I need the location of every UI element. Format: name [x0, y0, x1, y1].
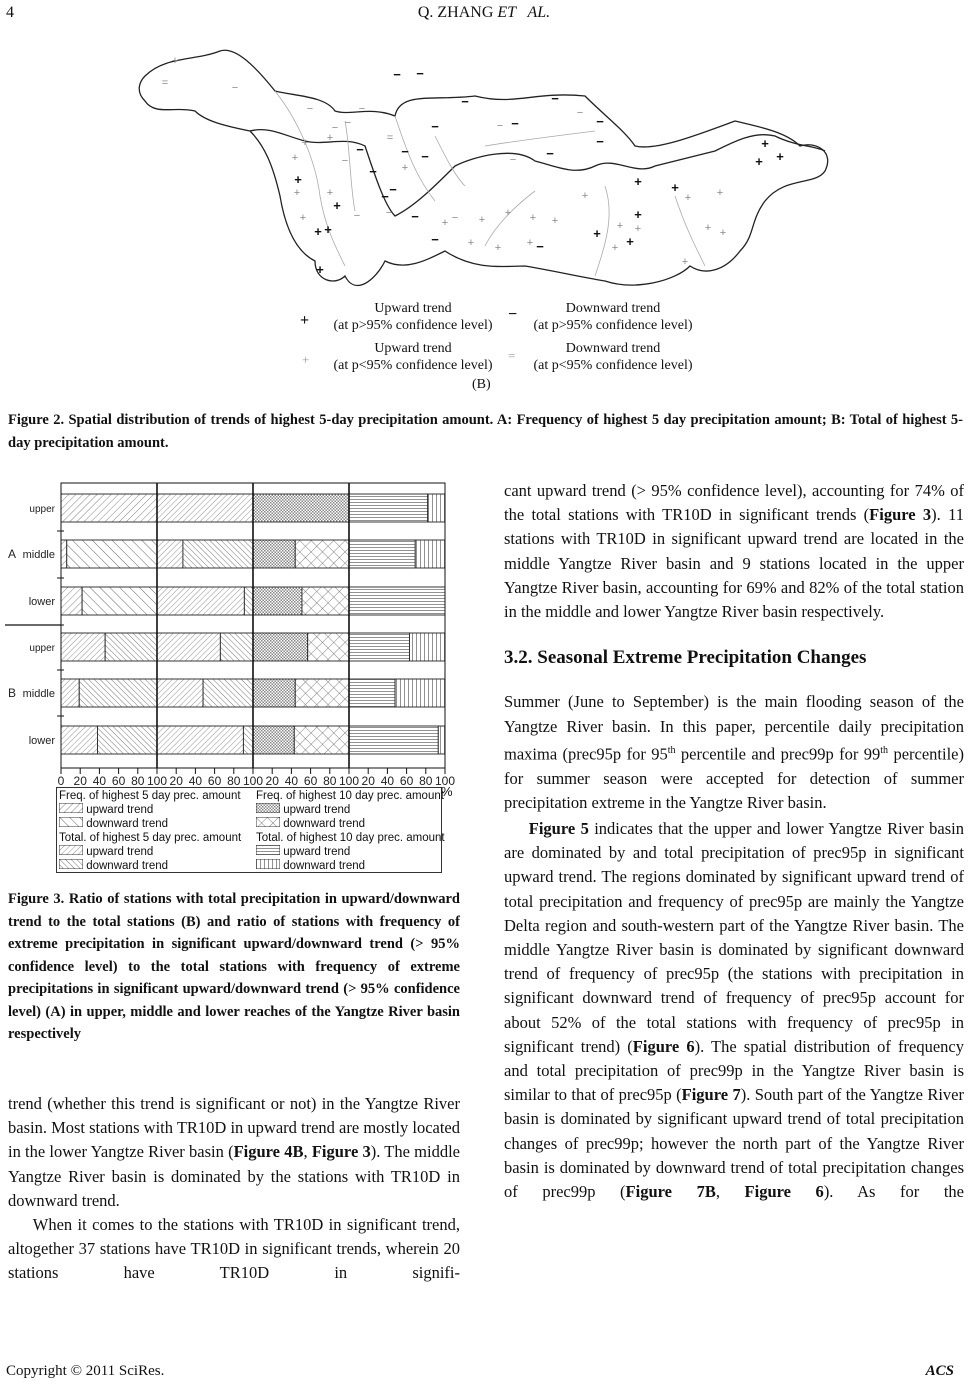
- bar-downward-B-middle: [203, 679, 253, 707]
- bar-upward-A-lower: [157, 587, 244, 615]
- downward-trend-marker: −: [511, 116, 519, 131]
- downward-trend-marker: −: [496, 120, 504, 132]
- legend-swatch-total10-up: [256, 845, 280, 855]
- downward-trend-marker: −: [306, 103, 314, 115]
- figure-ref[interactable]: Figure 7: [681, 1085, 741, 1105]
- figure-ref[interactable]: Figure 6: [744, 1181, 824, 1201]
- upward-trend-marker: +: [494, 242, 502, 254]
- right-column: [504, 479, 964, 1204]
- bar-upward-A-upper: [61, 494, 157, 522]
- upward-trend-marker: +: [324, 222, 332, 237]
- legend-title-total5: Total. of highest 5 day prec. amount: [59, 832, 242, 844]
- bar-downward-B-lower: [243, 726, 253, 754]
- bar-downward-B-lower: [97, 726, 157, 754]
- upward-trend-marker: +: [611, 242, 619, 254]
- downward-trend-marker: =: [161, 77, 169, 89]
- upward-trend-marker: +: [441, 217, 449, 229]
- downward-trend-marker: −: [596, 134, 604, 149]
- figure-ref[interactable]: Figure 6: [632, 1036, 695, 1056]
- bar-upward-A-middle: [61, 540, 67, 568]
- legend-label-up-sig: Upward trend (at p>95% confidence level): [333, 301, 493, 333]
- bar-downward-A-upper: [428, 494, 445, 522]
- figure-ref[interactable]: Figure 7B: [625, 1181, 716, 1201]
- upward-trend-marker: +: [326, 132, 334, 144]
- downward-trend-marker: −: [401, 144, 409, 159]
- paragraph: When it comes to the stations with TR10D in significant trend, altogether 37 stations have TR10D in significant trends, wherein 20 stations have TR10D in signifi-: [8, 1215, 460, 1283]
- legend-title-freq10: Freq. of highest 10 day prec. amount: [256, 790, 444, 802]
- downward-trend-marker: −: [389, 182, 397, 197]
- legend-item-freq5-down: downward trend: [59, 817, 168, 831]
- bar-downward-A-middle: [67, 540, 157, 568]
- x-tick-label: 40: [92, 774, 107, 788]
- upward-trend-marker: +: [634, 174, 642, 189]
- legend-item-total10-up: upward trend: [256, 845, 350, 859]
- bar-upward-A-lower: [349, 587, 445, 615]
- legend-symbol-up-sig: +: [300, 312, 310, 329]
- paragraph: Figure 5 indicates that the upper and lower Yangtze River basin are dominated by and total precipitation of prec95p in significant upward trend. The regions dominated by significant upward trend of total precipitation and frequency of prec95p are mainly the Yangtze Delta region and south-western part of the Yangtze River basin. The middle Yangtze River basin is dominated by significant downward trend of frequency of prec95p (the stations with precipitation in significant downward trend of frequency of prec95p account for about 52% of the total stations with frequency of prec95p in significant trend) (Figure 6). The spatial distribution of frequency and total precipitation of prec99p in the Yangtze River basin is similar to that of prec95p (Figure 7). South part of the Yangtze River basin is dominated by significant upward trend of total precipitation changes of prec99p; however the north part of the Yangtze River basin is dominated by downward trend of total precipitation changes of prec99p (Figure 7B, Figure 6). As for the: [504, 818, 964, 1201]
- upward-trend-marker: +: [299, 212, 307, 224]
- x-tick-label: 20: [265, 774, 279, 788]
- bar-upward-A-lower: [61, 587, 82, 615]
- bar-upward-B-upper: [157, 633, 220, 661]
- downward-trend-marker: −: [461, 94, 469, 109]
- upward-trend-marker: +: [755, 154, 763, 169]
- journal-name: ACS: [925, 1363, 954, 1379]
- legend-symbol-down-sig: −: [508, 306, 518, 323]
- downward-trend-marker: −: [358, 103, 366, 115]
- upward-trend-marker: +: [671, 180, 679, 195]
- left-column: [8, 1092, 460, 1286]
- bar-upward-B-upper: [349, 633, 409, 661]
- downward-trend-marker: −: [353, 210, 361, 222]
- downward-trend-marker: −: [341, 155, 349, 167]
- running-title-author: Q. ZHANG: [417, 4, 494, 21]
- x-tick-label: 40: [188, 774, 203, 788]
- bar-downward-B-upper: [220, 633, 253, 661]
- figure-ref[interactable]: Figure 4B: [233, 1142, 304, 1162]
- x-tick-label: 60: [207, 774, 222, 788]
- downward-trend-marker: −: [596, 114, 604, 129]
- bar-upward-B-lower: [253, 726, 294, 754]
- x-tick-label: 80: [227, 774, 241, 788]
- upward-trend-marker: +: [504, 207, 512, 219]
- yangtze-basin-map: [135, 36, 835, 296]
- x-tick-label: 60: [111, 774, 126, 788]
- upward-trend-marker: +: [681, 256, 689, 268]
- upward-trend-marker: +: [294, 172, 302, 187]
- upward-trend-marker: +: [291, 152, 299, 164]
- upward-trend-marker: +: [626, 234, 634, 249]
- legend-title-freq5: Freq. of highest 5 day prec. amount: [59, 790, 241, 802]
- bar-upward-B-middle: [157, 679, 203, 707]
- downward-trend-marker: −: [369, 164, 377, 179]
- bar-upward-B-upper: [61, 633, 105, 661]
- legend-item-freq10-down: downward trend: [256, 817, 365, 831]
- upward-trend-marker: +: [776, 149, 784, 164]
- category-label-B-middle: middle: [22, 688, 55, 700]
- legend-item-total10-down: downward trend: [256, 859, 365, 873]
- x-tick-label: 100: [338, 774, 360, 788]
- legend-swatch-freq10-up: [256, 803, 280, 813]
- bar-downward-A-middle: [415, 540, 445, 568]
- bar-downward-A-lower: [244, 587, 253, 615]
- bar-downward-A-lower: [82, 587, 157, 615]
- x-tick-label: 80: [131, 774, 145, 788]
- legend-swatch-total10-down: [256, 859, 280, 869]
- upward-trend-marker: +: [704, 222, 712, 234]
- legend-item-freq5-up: upward trend: [59, 803, 153, 817]
- bar-upward-A-lower: [253, 587, 302, 615]
- x-tick-label: 20: [169, 774, 183, 788]
- downward-trend-marker: −: [421, 149, 429, 164]
- bar-downward-A-lower: [302, 587, 349, 615]
- downward-trend-marker: −: [431, 232, 439, 247]
- upward-trend-marker: +: [401, 162, 409, 174]
- x-tick-label: 0: [57, 774, 65, 788]
- bar-downward-B-upper: [409, 633, 445, 661]
- downward-trend-marker: −: [381, 189, 389, 204]
- downward-trend-marker: −: [509, 154, 517, 166]
- bar-downward-B-middle: [295, 679, 349, 707]
- downward-trend-marker: −: [546, 146, 554, 161]
- x-tick-label: 100: [146, 774, 168, 788]
- chart-legend: [56, 787, 445, 873]
- downward-trend-marker: −: [576, 107, 584, 119]
- figure-panel-label: (B): [472, 377, 491, 392]
- downward-trend-marker: −: [231, 82, 239, 94]
- bar-upward-B-lower: [349, 726, 438, 754]
- category-label-A-upper: upper: [29, 504, 55, 515]
- legend-label-down-nonsig: Downward trend (at p<95% confidence level): [533, 341, 693, 373]
- x-tick-label: 80: [323, 774, 337, 788]
- bar-upward-B-middle: [253, 679, 295, 707]
- downward-trend-marker: −: [551, 91, 559, 106]
- upward-trend-marker: +: [301, 137, 309, 149]
- x-tick-label: 40: [380, 774, 395, 788]
- x-tick-label: 20: [73, 774, 87, 788]
- legend-item-freq10-up: upward trend: [256, 803, 350, 817]
- upward-trend-marker: +: [761, 136, 769, 151]
- bar-downward-B-upper: [308, 633, 349, 661]
- upward-trend-marker: +: [478, 214, 486, 226]
- upward-trend-marker: +: [333, 198, 341, 213]
- bar-downward-A-middle: [295, 540, 349, 568]
- bar-downward-B-middle: [79, 679, 157, 707]
- bar-upward-B-middle: [349, 679, 395, 707]
- legend-swatch-total5-down: [59, 859, 83, 869]
- upward-trend-marker: +: [684, 192, 692, 204]
- bar-upward-A-upper: [157, 494, 253, 522]
- map-legend: [300, 300, 710, 380]
- upward-trend-marker: +: [719, 227, 727, 239]
- figure3-caption: Figure 3. Ratio of stations with total precipitation in upward/downward trend to the total stations (B) and ratio of stations with frequency of extreme precipitation in significant upward/downward trend (> 95% confidence level) to the total stations with frequency of extreme precipitations in significant upward/downward trend (> 95% confidence level) (A) in upper, middle and lower reaches of the Yangtze River basin respectively: [8, 891, 460, 1042]
- legend-label-up-nonsig: Upward trend (at p<95% confidence level): [333, 341, 493, 373]
- running-title-etal: ET AL.: [497, 4, 551, 21]
- bar-upward-A-middle: [349, 540, 415, 568]
- upward-trend-marker: +: [634, 223, 642, 235]
- figure-ref[interactable]: Figure 3: [311, 1142, 371, 1162]
- upward-trend-marker: +: [293, 187, 301, 199]
- figure2-caption: Figure 2. Spatial distribution of trends of highest 5-day precipitation amount. A: Frequency of highest 5 day precipitation amount; B: Total of highest 5-day precipitation amount.: [8, 412, 963, 451]
- bar-upward-B-lower: [157, 726, 243, 754]
- legend-title-total10: Total. of highest 10 day prec. amount: [256, 832, 445, 844]
- paragraph: Summer (June to September) is the main flooding season of the Yangtze River basin. In this paper, percentile daily precipitation maxima (prec95p for 95th percentile and prec99p for 99th percentile) for summer season were accepted for detection of summer precipitation extreme in the Yangtze River basin.: [504, 692, 964, 812]
- downward-trend-marker: −: [416, 66, 424, 81]
- x-tick-label: 60: [399, 774, 414, 788]
- upward-trend-marker: +: [171, 55, 179, 67]
- downward-trend-marker: −: [451, 212, 459, 224]
- bar-downward-B-middle: [395, 679, 445, 707]
- downward-trend-marker: −: [385, 207, 393, 219]
- upward-trend-marker: +: [467, 237, 475, 249]
- legend-symbol-up-nonsig: +: [302, 352, 310, 367]
- paragraph: cant upward trend (> 95% confidence level), accounting for 74% of the total stations with TR10D in significant trends (Figure 3). 11 stations with TR10D in significant upward trend are located in the middle Yangtze River basin and 9 stations located in the upper Yangtze River basin, accounting for 69% and 82% of the total station in the middle and lower Yangtze River basin respectively.: [504, 481, 964, 622]
- legend-swatch-freq5-up: [59, 803, 83, 813]
- downward-trend-marker: −: [411, 209, 419, 224]
- x-tick-label: 100: [242, 774, 264, 788]
- upward-trend-marker: +: [326, 187, 334, 199]
- x-tick-label: 20: [361, 774, 375, 788]
- upward-trend-marker: +: [526, 237, 534, 249]
- running-title: [0, 4, 968, 22]
- bar-upward-B-lower: [61, 726, 97, 754]
- upward-trend-marker: +: [314, 224, 322, 239]
- legend-swatch-freq10-down: [256, 817, 280, 827]
- downward-trend-marker: =: [386, 132, 394, 144]
- bar-upward-A-upper: [253, 494, 349, 522]
- bar-upward-A-middle: [157, 540, 183, 568]
- downward-trend-marker: −: [356, 142, 364, 157]
- x-tick-label: 40: [284, 774, 299, 788]
- legend-swatch-total5-up: [59, 845, 83, 855]
- figure-ref[interactable]: Figure 5: [528, 818, 589, 838]
- downward-trend-marker: −: [344, 117, 352, 129]
- downward-trend-marker: −: [431, 119, 439, 134]
- upward-trend-marker: +: [593, 226, 601, 241]
- copyright: Copyright © 2011 SciRes.: [6, 1363, 165, 1379]
- group-label-A: A: [8, 547, 17, 561]
- bar-downward-A-middle: [183, 540, 253, 568]
- x-tick-label: 80: [419, 774, 433, 788]
- downward-trend-marker: −: [536, 239, 544, 254]
- legend-item-total5-up: upward trend: [59, 845, 153, 859]
- bar-upward-A-upper: [349, 494, 428, 522]
- upward-trend-marker: +: [581, 190, 589, 202]
- upward-trend-marker: +: [616, 220, 624, 232]
- bar-downward-B-upper: [105, 633, 157, 661]
- bar-downward-B-lower: [438, 726, 445, 754]
- legend-item-total5-down: downward trend: [59, 859, 168, 873]
- legend-label-down-sig: Downward trend (at p>95% confidence level): [533, 301, 693, 333]
- category-label-A-middle: middle: [22, 549, 55, 561]
- figure-ref[interactable]: Figure 3: [869, 505, 932, 525]
- upward-trend-marker: +: [716, 187, 724, 199]
- upward-trend-marker: +: [634, 207, 642, 222]
- bar-downward-B-lower: [294, 726, 349, 754]
- downward-trend-marker: −: [331, 122, 339, 134]
- bar-upward-B-middle: [61, 679, 79, 707]
- paragraph: trend (whether this trend is significant or not) in the Yangtze River basin. Most stations with TR10D in upward trend are mostly located in the lower Yangtze River basin (Figure 4B, Figure 3). The middle Yangtze River basin is dominated by the stations with TR10D in downward trend.: [8, 1094, 461, 1210]
- category-label-B-lower: lower: [28, 735, 55, 747]
- legend-symbol-down-nonsig: =: [508, 348, 516, 363]
- basin-outline: [139, 50, 827, 285]
- group-label-B: B: [8, 686, 17, 700]
- x-tick-label: 100: [434, 774, 456, 788]
- bar-upward-B-upper: [253, 633, 308, 661]
- category-label-A-lower: lower: [28, 596, 55, 608]
- page-number: 4: [6, 4, 14, 21]
- bar-upward-A-middle: [253, 540, 295, 568]
- legend-swatch-freq5-down: [59, 817, 83, 827]
- upward-trend-marker: +: [551, 215, 559, 227]
- upward-trend-marker: +: [316, 262, 324, 277]
- x-tick-label: 60: [303, 774, 318, 788]
- category-label-B-upper: upper: [29, 643, 55, 654]
- upward-trend-marker: +: [529, 212, 537, 224]
- downward-trend-marker: −: [393, 67, 401, 82]
- x-axis-unit: %: [441, 784, 453, 799]
- section-heading: 3.2. Seasonal Extreme Precipitation Changes: [504, 647, 867, 669]
